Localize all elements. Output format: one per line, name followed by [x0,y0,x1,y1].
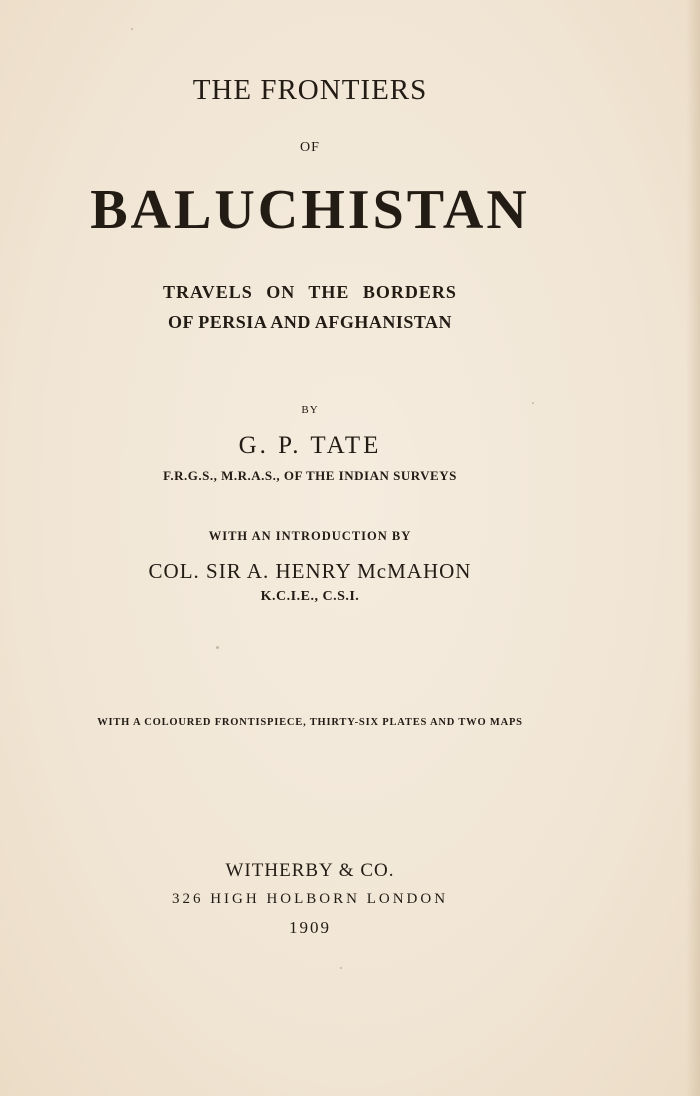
paper-speck [216,646,219,649]
of-line: OF [300,140,320,155]
paper-speck [131,28,133,30]
paper-speck [532,402,534,404]
subtitle-line-1: TRAVELS ON THE BORDERS [163,282,457,302]
title-line: THE FRONTIERS [192,74,428,106]
introducer-name: COL. SIR A. HENRY McMAHON [148,559,472,583]
introducer-qualifications: K.C.I.E., C.S.I. [260,589,360,604]
publisher-address: 326 HIGH HOLBORN LONDON [171,891,449,907]
page-edge-shadow [686,0,700,1096]
by-line: BY [301,404,319,416]
main-title: BALUCHISTAN [90,179,530,241]
paper-speck [340,967,342,969]
introduction-line: WITH AN INTRODUCTION BY [208,529,412,543]
publisher-name: WITHERBY & CO. [225,860,395,881]
author-qualifications: F.R.G.S., M.R.A.S., OF THE INDIAN SURVEYS [163,468,457,483]
author-name: G. P. TATE [238,432,382,459]
subtitle-line-2: OF PERSIA AND AFGHANISTAN [167,312,453,332]
publication-year: 1909 [289,918,331,937]
illustrations-note: WITH A COLOURED FRONTISPIECE, THIRTY-SIX PLATES AND TWO MAPS [97,717,523,728]
